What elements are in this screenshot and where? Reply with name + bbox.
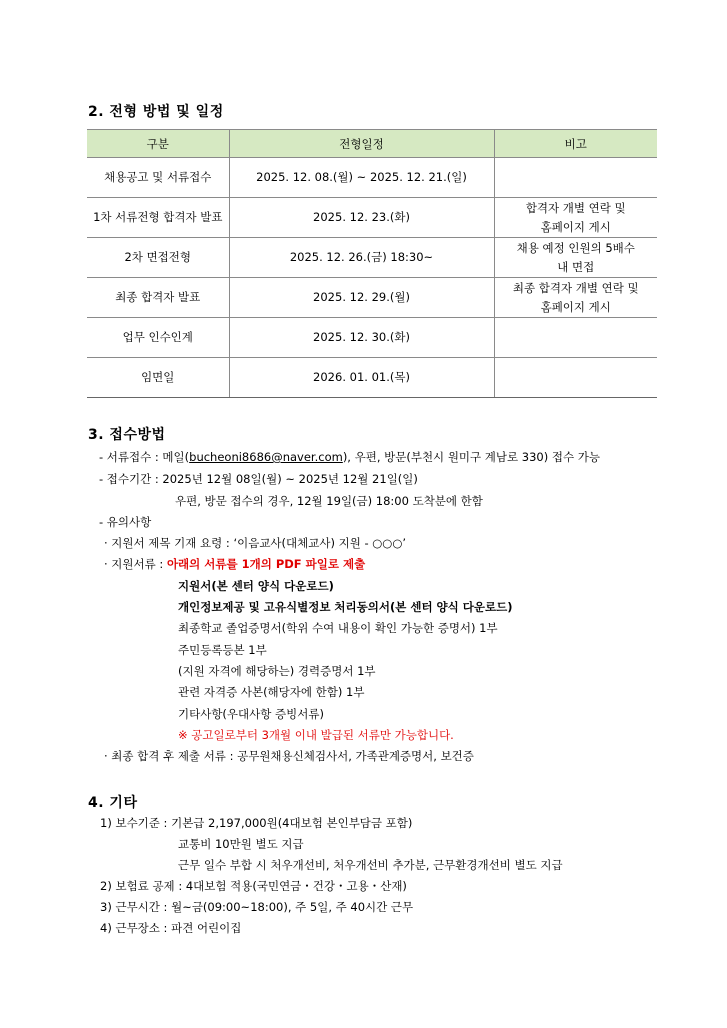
doc-item: (지원 자격에 해당하는) 경력증명서 1부 (178, 664, 376, 678)
receipt-suffix: ), 우편, 방문(부천시 원미구 계남로 330) 접수 가능 (342, 450, 600, 464)
email-link[interactable]: bucheoni8686@naver.com (189, 450, 343, 464)
note-cell (494, 278, 657, 318)
column-header: 비고 (494, 130, 657, 158)
note-line: 홈페이지 게시 (540, 299, 611, 314)
hours-line: 3) 근무시간 : 월~금(09:00~18:00), 주 5일, 주 40시간 근무 (100, 900, 414, 914)
date-cell: 2026. 01. 01.(목) (229, 358, 494, 398)
table-row (87, 158, 657, 198)
note-line: 합격자 개별 연락 및 (525, 200, 626, 215)
period-line: - 접수기간 : 2025년 12월 08일(월) ~ 2025년 12월 21일(일) (99, 472, 418, 486)
note-cell (494, 158, 657, 198)
stage-cell: 2차 면접전형 (87, 238, 229, 278)
pay-line: 교통비 10만원 별도 지급 (178, 837, 304, 851)
note-line: 내 면접 (557, 259, 595, 274)
pay-line: 1) 보수기준 : 기본급 2,197,000원(4대보험 본인부담금 포함) (100, 816, 413, 830)
date-cell: 2025. 12. 29.(월) (229, 278, 494, 318)
date-cell: 2025. 12. 08.(월) ~ 2025. 12. 21.(일) (229, 158, 494, 198)
note-cell (494, 238, 657, 278)
doc-item: 주민등록등본 1부 (178, 643, 267, 657)
section3-title: 3. 접수방법 (88, 427, 166, 443)
note-line: 최종 합격자 개별 연락 및 (512, 280, 639, 295)
table-row (87, 278, 657, 318)
subject-rule: · 지원서 제목 기재 요령 : ‘이음교사(대체교사) 지원 - ○○○’ (104, 536, 407, 550)
section4-title: 4. 기타 (88, 795, 138, 811)
period-note: 우편, 방문 접수의 경우, 12월 19일(금) 18:00 도착분에 한함 (175, 494, 483, 508)
place-line: 4) 근무장소 : 파견 어린이집 (100, 921, 242, 935)
column-header: 전형일정 (229, 130, 494, 158)
receipt-line (99, 449, 600, 465)
doc-item: 관련 자격증 사본(해당자에 한함) 1부 (178, 685, 365, 699)
insurance-line: 2) 보험료 공제 : 4대보험 적용(국민연금・건강・고용・산재) (100, 879, 407, 893)
table-row (87, 198, 657, 238)
table-row (87, 318, 657, 358)
table-header-row (87, 130, 657, 158)
doc-item: 최종학교 졸업증명서(학위 수여 내용이 확인 가능한 증명서) 1부 (178, 621, 498, 635)
stage-cell: 임면일 (87, 358, 229, 398)
schedule-table (87, 129, 657, 398)
table-row (87, 358, 657, 398)
note-cell (494, 358, 657, 398)
doc-item: 개인정보제공 및 고유식별정보 처리동의서(본 센터 양식 다운로드) (178, 600, 513, 614)
final-docs-line: · 최종 합격 후 제출 서류 : 공무원채용신체검사서, 가족관계증명서, 보건증 (104, 749, 474, 763)
docs-highlight: 아래의 서류를 1개의 PDF 파일로 제출 (166, 557, 366, 571)
doc-item: 지원서(본 센터 양식 다운로드) (178, 579, 334, 593)
date-cell: 2025. 12. 26.(금) 18:30~ (229, 238, 494, 278)
docs-warning: ※ 공고일로부터 3개월 이내 발급된 서류만 가능합니다. (178, 728, 454, 742)
date-cell: 2025. 12. 30.(화) (229, 318, 494, 358)
docs-line (104, 556, 365, 572)
column-header: 구분 (87, 130, 229, 158)
notes-title: - 유의사항 (99, 515, 152, 529)
docs-prefix: · 지원서류 : (104, 557, 167, 571)
note-cell (494, 318, 657, 358)
section2-title: 2. 전형 방법 및 일정 (88, 104, 224, 120)
table-row (87, 238, 657, 278)
stage-cell: 최종 합격자 발표 (87, 278, 229, 318)
pay-line: 근무 일수 부합 시 처우개선비, 처우개선비 추가분, 근무환경개선비 별도 지급 (178, 858, 563, 872)
note-cell (494, 198, 657, 238)
note-line: 홈페이지 게시 (540, 219, 611, 234)
date-cell: 2025. 12. 23.(화) (229, 198, 494, 238)
stage-cell: 1차 서류전형 합격자 발표 (87, 198, 229, 238)
doc-item: 기타사항(우대사항 증빙서류) (178, 707, 324, 721)
stage-cell: 업무 인수인계 (87, 318, 229, 358)
stage-cell: 채용공고 및 서류접수 (87, 158, 229, 198)
receipt-prefix: - 서류접수 : 메일( (99, 450, 190, 464)
note-line: 채용 예정 인원의 5배수 (516, 240, 635, 255)
